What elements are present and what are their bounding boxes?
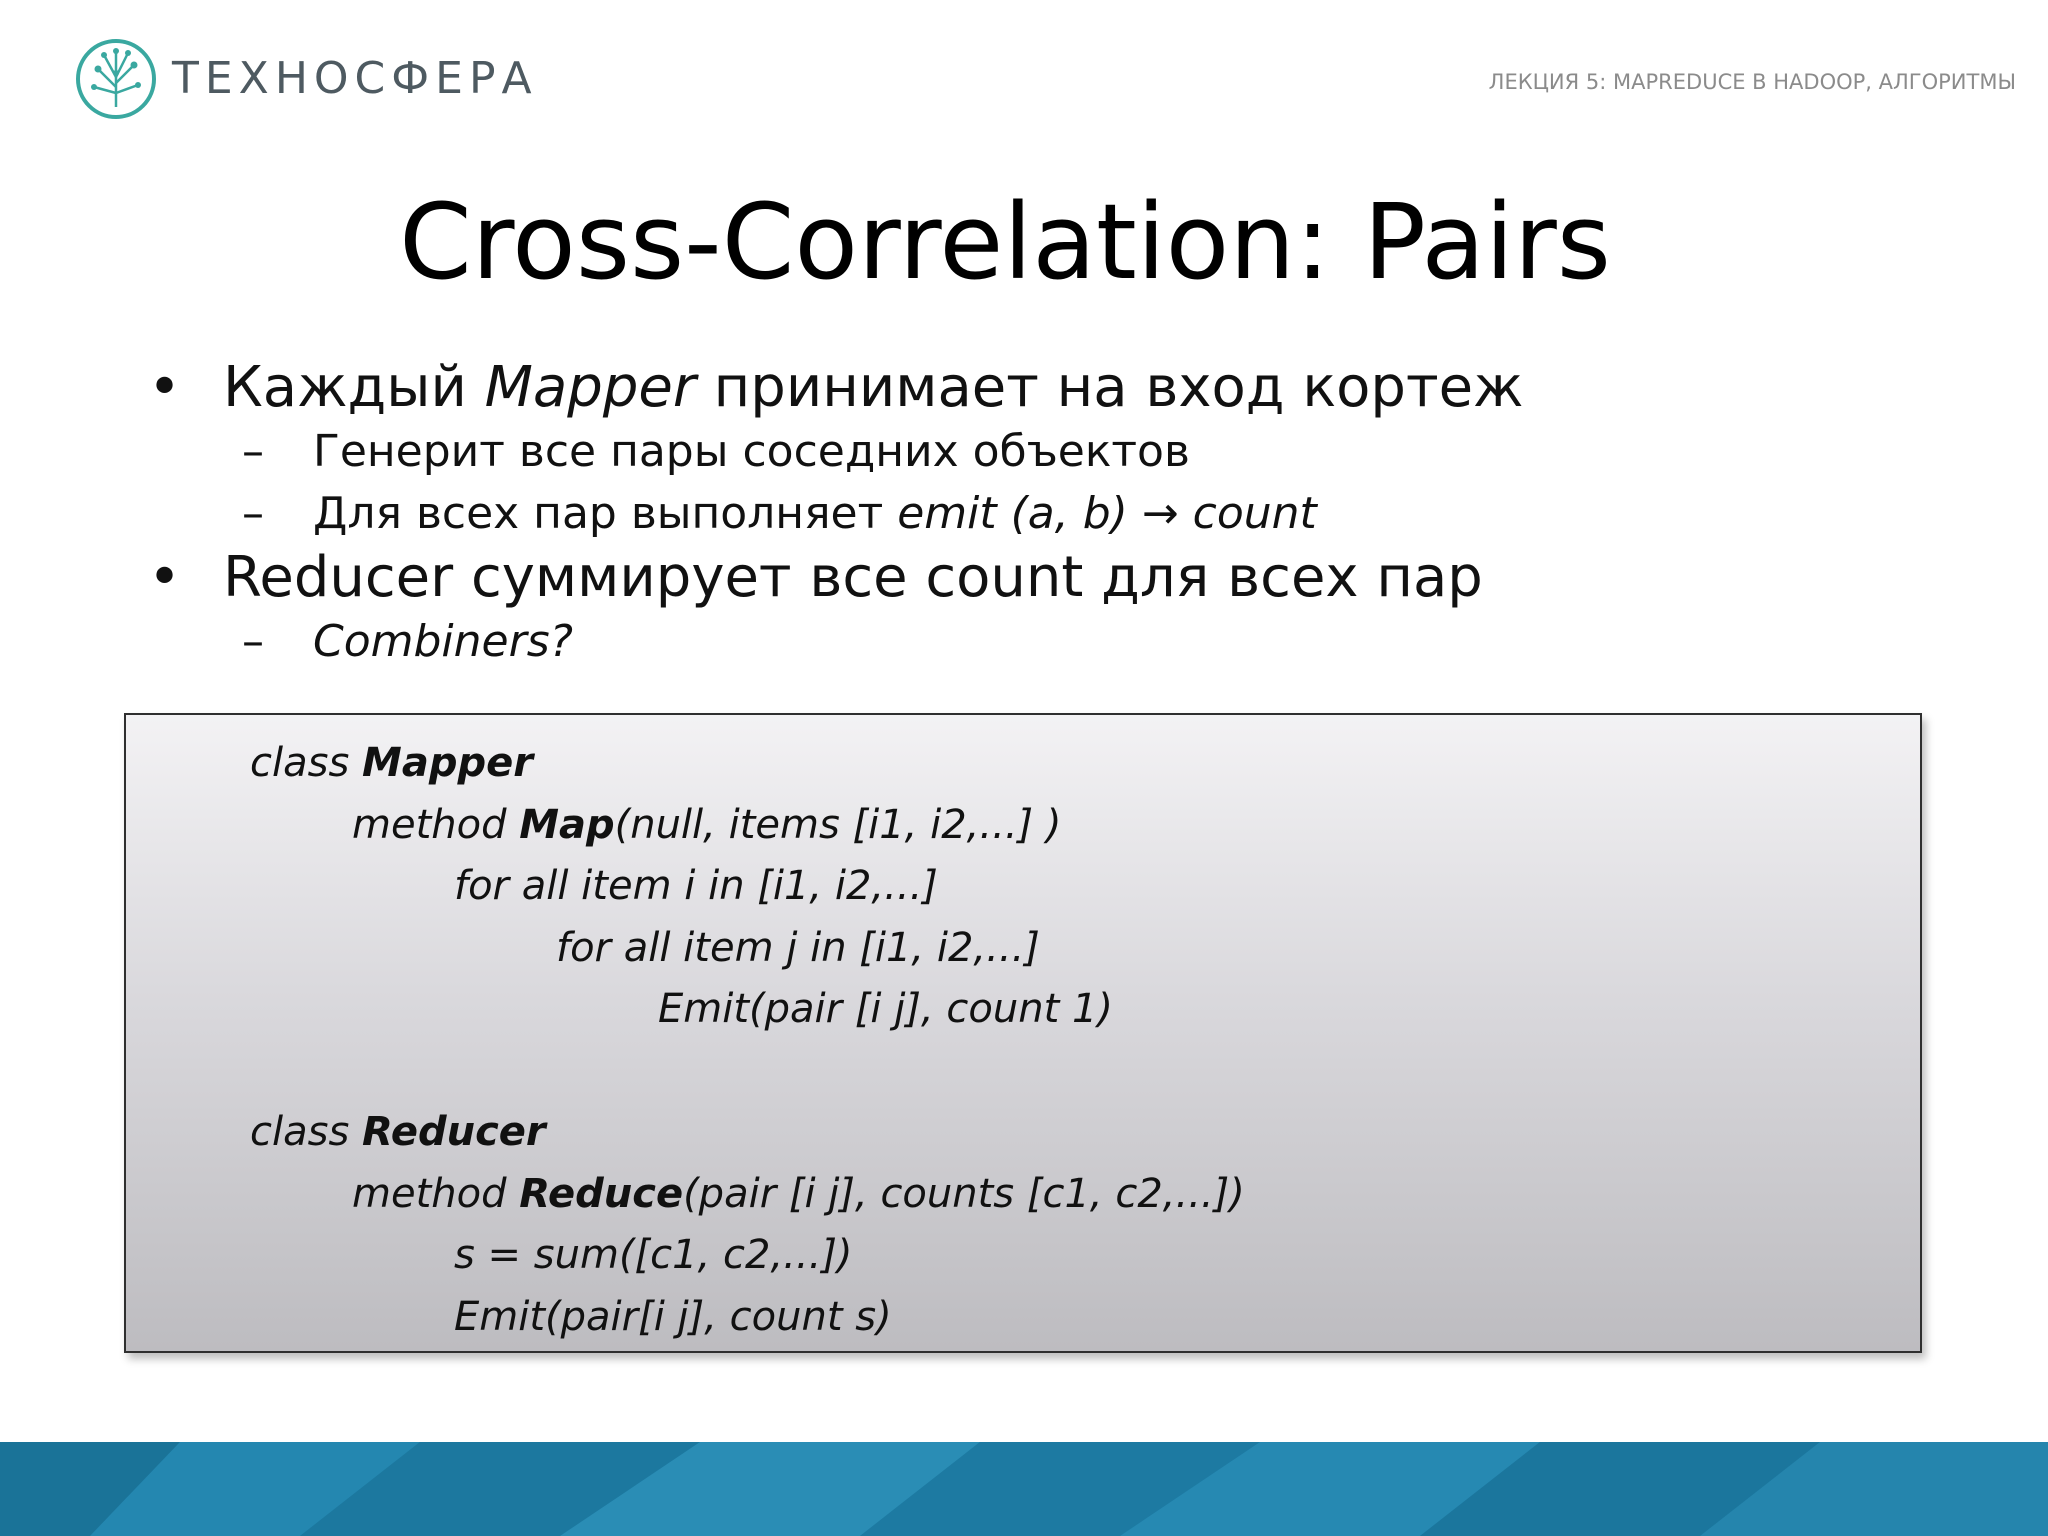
code-class-name: Reducer bbox=[362, 1109, 546, 1155]
code-class-name: Mapper bbox=[362, 740, 533, 786]
logo bbox=[74, 37, 538, 121]
pseudocode-box bbox=[124, 713, 1922, 1353]
code-line bbox=[250, 733, 1245, 795]
sub-bullet-item bbox=[140, 483, 1940, 545]
bullet-text: Каждый bbox=[223, 355, 485, 420]
bullet-marker: • bbox=[148, 545, 182, 610]
code-line: s = sum([c1, c2,...]) bbox=[454, 1232, 853, 1278]
code-line bbox=[250, 1102, 1245, 1164]
footer-pattern bbox=[0, 1442, 2048, 1536]
code-line: Emit(pair [i j], count 1) bbox=[658, 986, 1114, 1032]
logo-text: ТЕХНОСФЕРА bbox=[172, 53, 538, 104]
lecture-title: ЛЕКЦИЯ 5: MAPREDUCE В HADOOP, АЛГОРИТМЫ bbox=[1488, 70, 2016, 94]
code-keyword: method bbox=[352, 801, 520, 848]
sub-bullet-emphasis: emit (a, b) → count bbox=[897, 488, 1317, 539]
bullet-list bbox=[140, 355, 1940, 673]
code-line: for all item i in [i1, i2,...] bbox=[454, 863, 938, 909]
code-method-name: Reduce bbox=[519, 1170, 684, 1217]
sub-bullet-text: Для всех пар выполняет bbox=[313, 488, 898, 539]
code-line: Emit(pair[i j], count s) bbox=[454, 1293, 892, 1340]
code-keyword: method bbox=[352, 1170, 520, 1217]
logo-tree-icon bbox=[74, 37, 158, 121]
sub-bullet-item bbox=[140, 611, 1940, 673]
code-text: (null, items [i1, i2,...] ) bbox=[614, 801, 1062, 848]
bullet-text: Reducer суммирует все count для всех пар bbox=[223, 545, 1483, 610]
pseudocode bbox=[250, 733, 1245, 1348]
code-method-name: Map bbox=[519, 801, 615, 848]
footer-band bbox=[0, 1442, 2048, 1536]
code-line: for all item j in [i1, i2,...] bbox=[556, 924, 1040, 971]
code-blank-line bbox=[250, 1041, 1245, 1103]
code-text: (pair [i j], counts [c1, c2,...]) bbox=[683, 1170, 1245, 1217]
sub-bullet-emphasis: Combiners? bbox=[313, 616, 573, 667]
bullet-item bbox=[140, 545, 1940, 611]
sub-bullet-marker: – bbox=[242, 488, 264, 539]
bullet-text: принимает на вход кортеж bbox=[695, 355, 1524, 420]
code-line bbox=[250, 1164, 1245, 1226]
code-line bbox=[250, 795, 1245, 857]
bullet-marker: • bbox=[148, 355, 182, 420]
sub-bullet-item bbox=[140, 421, 1940, 483]
sub-bullet-marker: – bbox=[242, 426, 264, 477]
bullet-emphasis: Mapper bbox=[484, 355, 696, 420]
code-keyword: class bbox=[250, 1109, 363, 1155]
code-keyword: class bbox=[250, 740, 363, 786]
sub-bullet-text: Генерит все пары соседних объектов bbox=[313, 426, 1190, 477]
sub-bullet-marker: – bbox=[242, 616, 264, 667]
slide-title: Cross-Correlation: Pairs bbox=[399, 181, 1611, 303]
bullet-item bbox=[140, 355, 1940, 421]
